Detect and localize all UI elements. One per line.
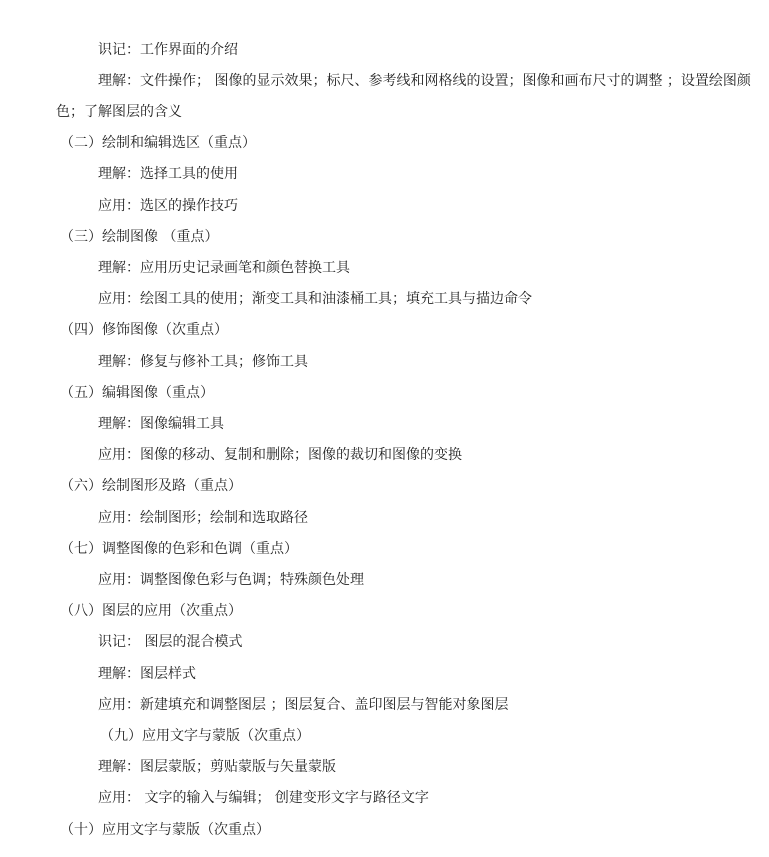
item-apply-drawing-tools: 应用：绘图工具的使用；渐变工具和油漆桶工具；填充工具与描边命令 <box>98 291 532 307</box>
item-apply-draw-shapes-paths: 应用：绘制图形；绘制和选取路径 <box>98 510 308 526</box>
item-memorize-interface: 识记：工作界面的介绍 <box>98 42 238 58</box>
item-understand-selection-tools: 理解：选择工具的使用 <box>98 166 238 182</box>
section-heading-8: （八）图层的应用（次重点） <box>60 603 242 619</box>
item-apply-image-transform: 应用：图像的移动、复制和删除；图像的裁切和图像的变换 <box>98 447 462 463</box>
item-apply-adjustment-layers: 应用：新建填充和调整图层 ；图层复合、盖印图层与智能对象图层 <box>98 697 509 713</box>
item-understand-layer-styles: 理解：图层样式 <box>98 666 196 682</box>
item-understand-file-ops: 理解：文件操作； 图像的显示效果；标尺、参考线和网格线的设置；图像和画布尺寸的调整 ；设置绘图颜 <box>98 73 751 89</box>
section-heading-2: （二）绘制和编辑选区（重点） <box>60 135 256 151</box>
section-heading-4: （四）修饰图像（次重点） <box>60 322 228 338</box>
section-heading-3: （三）绘制图像 （重点） <box>60 229 219 245</box>
item-memorize-blend-modes: 识记： 图层的混合模式 <box>98 634 243 650</box>
item-understand-file-ops-continued: 色；了解图层的含义 <box>56 104 182 120</box>
item-apply-selection-skills: 应用：选区的操作技巧 <box>98 198 238 214</box>
item-understand-layer-masks: 理解：图层蒙版；剪贴蒙版与矢量蒙版 <box>98 759 336 775</box>
item-apply-text-editing: 应用： 文字的输入与编辑； 创建变形文字与路径文字 <box>98 790 429 806</box>
section-heading-9: （九）应用文字与蒙版（次重点） <box>100 728 310 744</box>
section-heading-6: （六）绘制图形及路（重点） <box>60 478 242 494</box>
item-apply-color-adjust: 应用：调整图像色彩与色调；特殊颜色处理 <box>98 572 364 588</box>
section-heading-10: （十）应用文字与蒙版（次重点） <box>60 822 270 838</box>
item-understand-image-edit-tools: 理解：图像编辑工具 <box>98 416 224 432</box>
item-understand-repair-tools: 理解：修复与修补工具；修饰工具 <box>98 354 308 370</box>
section-heading-7: （七）调整图像的色彩和色调（重点） <box>60 541 298 557</box>
item-understand-history-brush: 理解：应用历史记录画笔和颜色替换工具 <box>98 260 350 276</box>
section-heading-5: （五）编辑图像（重点） <box>60 385 214 401</box>
